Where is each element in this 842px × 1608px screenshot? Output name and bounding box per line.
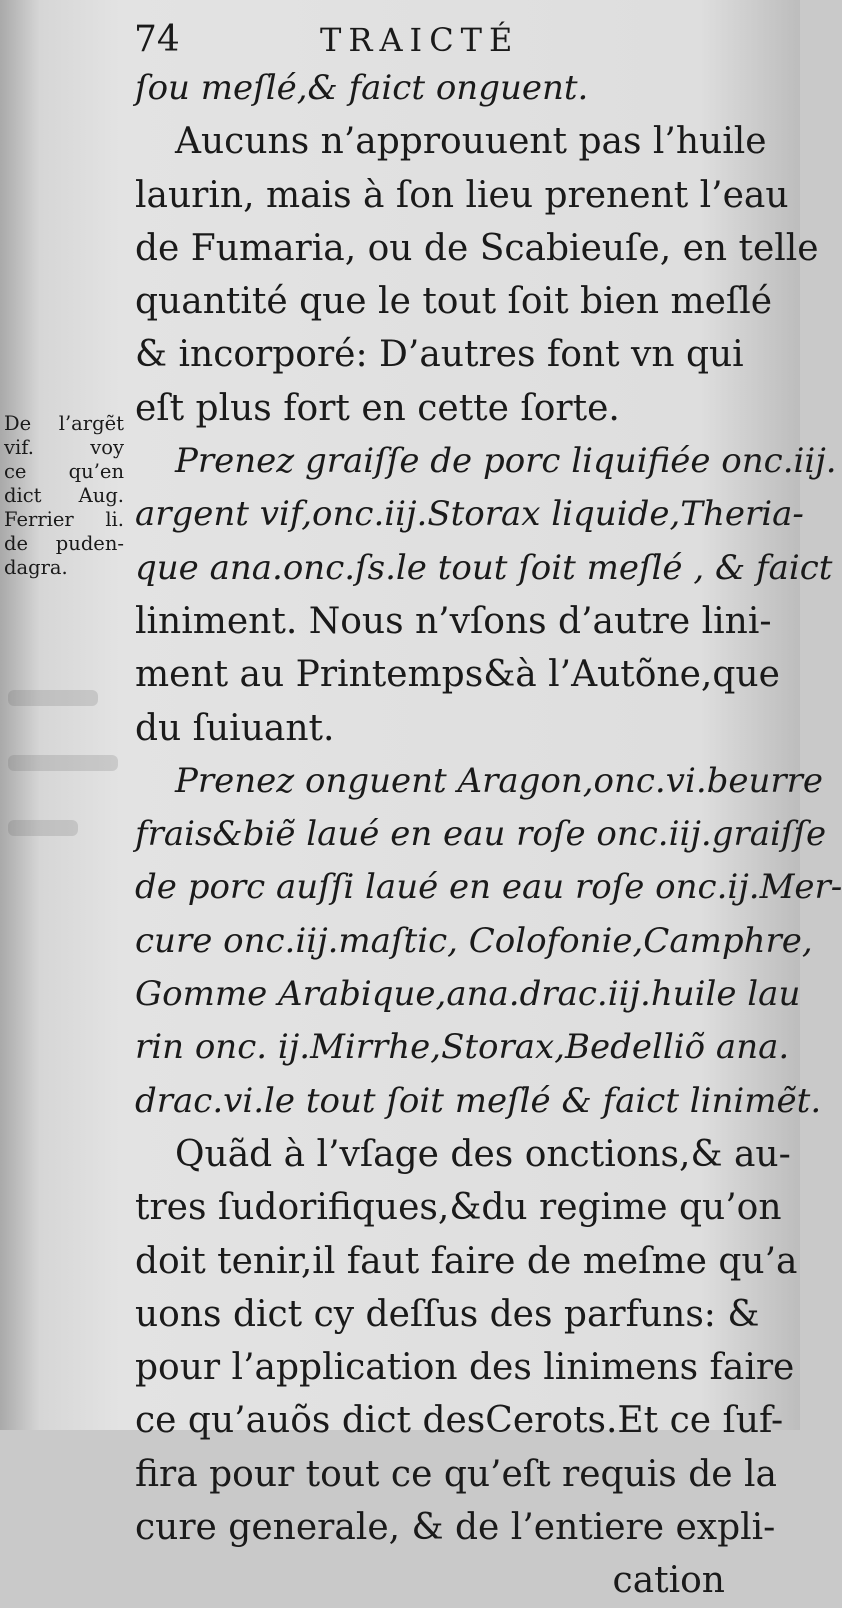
text-line: laurin, mais à ſon lieu prenent l’eau xyxy=(135,174,789,216)
bleed-through-mark xyxy=(8,820,78,836)
recipe-line: frais&biẽ laué en eau roſe onc.iij.graiſſe xyxy=(135,814,827,855)
margin-note-line: de puden- xyxy=(4,532,124,555)
paragraph-first-line: Aucuns n’approuuent pas l’huile xyxy=(175,121,767,163)
text-line: fira pour tout ce qu’eſt requis de la xyxy=(135,1453,777,1495)
recipe-line: drac.vi.le tout ſoit meſlé & faict linimẽt. xyxy=(135,1080,822,1121)
text-line: ſou meſlé,& faict onguent. xyxy=(135,68,589,108)
catchword-line: cation xyxy=(612,1560,725,1602)
text-line: pour l’application des linimens faire xyxy=(135,1347,795,1389)
text-line: cure generale, & de l’entiere expli- xyxy=(135,1507,776,1549)
margin-note xyxy=(4,412,124,580)
page-number: 74 xyxy=(134,19,180,60)
recipe-line: cure onc.iij.maſtic, Colofonie,Camphre, xyxy=(135,920,813,961)
text-line: du ſuiuant. xyxy=(135,707,335,749)
text-line: tres ſudorifiques,&du regime qu’on xyxy=(135,1187,782,1229)
page-header xyxy=(130,14,730,64)
recipe-first-line: Prenez graiſſe de porc liquifiée onc.iij. xyxy=(175,441,837,482)
margin-note-line: Ferrier li. xyxy=(4,508,124,531)
running-title: TRAICTÉ xyxy=(320,21,520,59)
bleed-through-mark xyxy=(8,755,118,771)
recipe-line: que ana.onc.ſs.le tout ſoit meſlé , & faict xyxy=(135,547,833,588)
text-line: de Fumaria, ou de Scabieuſe, en telle xyxy=(135,227,819,269)
recipe-first-line: Prenez onguent Aragon,onc.vi.beurre xyxy=(175,760,824,801)
text-line: quantité que le tout ſoit bien meſlé xyxy=(135,281,773,323)
margin-note-line: De l’argẽt xyxy=(4,412,124,435)
text-line: ment au Printemps&à l’Autõne,que xyxy=(135,654,780,696)
paragraph-first-line: Quãd à l’vſage des onctions,& au- xyxy=(175,1133,791,1175)
recipe-line: rin onc. ij.Mirrhe,Storax,Bedelliõ ana. xyxy=(135,1027,790,1068)
text-line: ce qu’auõs dict desCerots.Et ce ſuf- xyxy=(135,1400,784,1442)
recipe-line: de porc auſſi laué en eau roſe onc.ij.Mer- xyxy=(135,867,842,908)
text-line: & incorporé: D’autres font vn qui xyxy=(135,334,744,376)
margin-note-line: dict Aug. xyxy=(4,484,124,507)
recipe-line: argent vif,onc.iij.Storax liquide,Theria- xyxy=(135,494,804,535)
text-line: doit tenir,il faut faire de meſme qu’a xyxy=(135,1240,798,1282)
text-line: liniment. Nous n’vſons d’autre lini- xyxy=(135,600,772,642)
margin-note-line: vif. voy xyxy=(4,436,124,459)
recipe-line: Gomme Arabique,ana.drac.iij.huile lau xyxy=(135,974,801,1015)
margin-note-line: ce qu’en xyxy=(4,460,124,483)
text-line: eſt plus fort en cette ſorte. xyxy=(135,387,620,429)
margin-note-line: dagra. xyxy=(4,556,68,579)
bleed-through-mark xyxy=(8,690,98,706)
body-text xyxy=(135,62,842,1608)
text-line: uons dict cy deſſus des parfuns: & xyxy=(135,1293,760,1335)
